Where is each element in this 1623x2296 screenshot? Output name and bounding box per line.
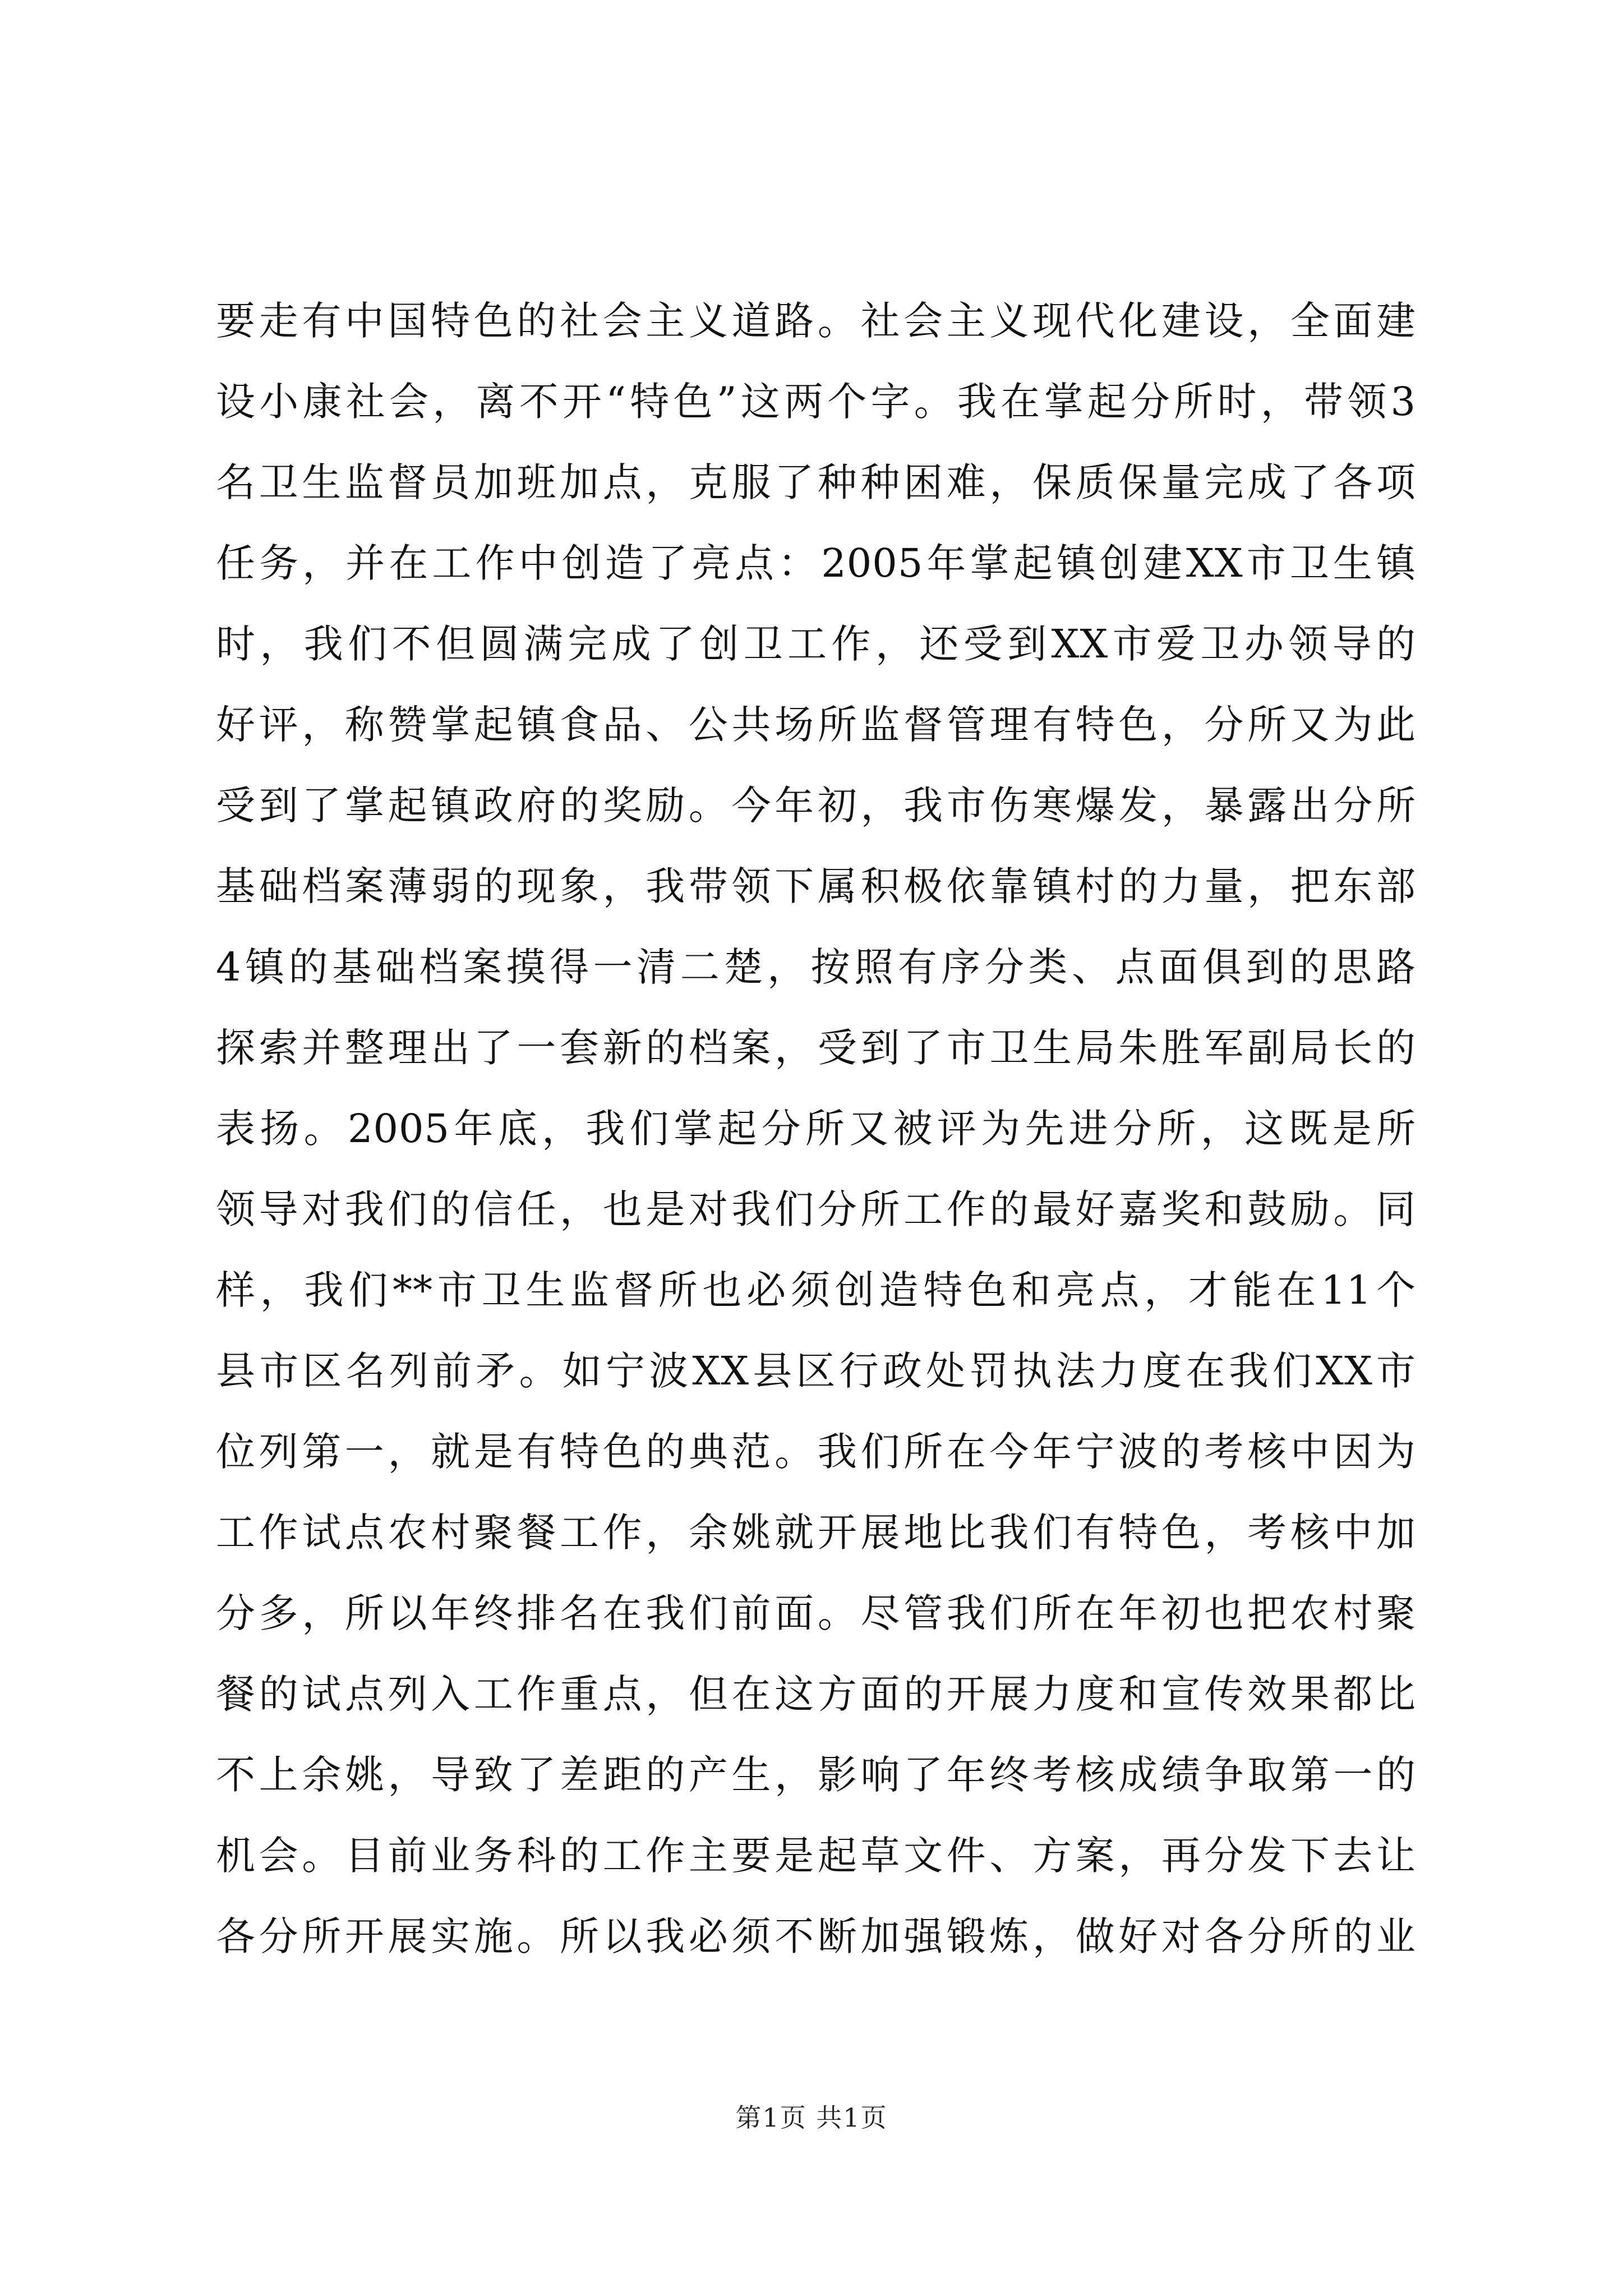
page-footer: [0, 2101, 1623, 2134]
text-line: 时，我们不但圆满完成了创卫工作，还受到XX市爱卫办领导的: [216, 621, 1416, 667]
text-line: 县市区名列前矛。如宁波XX县区行政处罚执法力度在我们XX市: [216, 1348, 1416, 1394]
text-line: 不上余姚，导致了差距的产生，影响了年终考核成绩争取第一的: [216, 1752, 1416, 1798]
text-line: 位列第一，就是有特色的典范。我们所在今年宁波的考核中因为: [216, 1429, 1416, 1475]
text-line: 各分所开展实施。所以我必须不断加强锻炼，做好对各分所的业: [216, 1913, 1416, 1959]
text-line: 分多，所以年终排名在我们前面。尽管我们所在年初也把农村聚: [216, 1590, 1416, 1636]
text-line: 领导对我们的信任，也是对我们分所工作的最好嘉奖和鼓励。同: [216, 1186, 1416, 1232]
text-line: 探索并整理出了一套新的档案，受到了市卫生局朱胜军副局长的: [216, 1025, 1416, 1071]
body-text: [216, 280, 1416, 1977]
text-line: 样，我们**市卫生监督所也必须创造特色和亮点，才能在11个: [216, 1267, 1416, 1313]
text-line: 机会。目前业务科的工作主要是起草文件、方案，再分发下去让: [216, 1833, 1416, 1879]
text-line: 任务，并在工作中创造了亮点：2005年掌起镇创建XX市卫生镇: [216, 540, 1416, 586]
text-line: 工作试点农村聚餐工作，余姚就开展地比我们有特色，考核中加: [216, 1510, 1416, 1556]
text-line: 受到了掌起镇政府的奖励。今年初，我市伤寒爆发，暴露出分所: [216, 783, 1416, 829]
text-line: 表扬。2005年底，我们掌起分所又被评为先进分所，这既是所: [216, 1106, 1416, 1152]
text-line: 要走有中国特色的社会主义道路。社会主义现代化建设，全面建: [216, 298, 1416, 344]
text-line: 4镇的基础档案摸得一清二楚，按照有序分类、点面俱到的思路: [216, 944, 1416, 990]
text-line: 基础档案薄弱的现象，我带领下属积极依靠镇村的力量，把东部: [216, 863, 1416, 909]
text-line: 名卫生监督员加班加点，克服了种种困难，保质保量完成了各项: [216, 459, 1416, 505]
page-number: 第1页 共1页: [735, 2102, 888, 2133]
text-line: 餐的试点列入工作重点，但在这方面的开展力度和宣传效果都比: [216, 1671, 1416, 1717]
text-line: 好评，称赞掌起镇食品、公共场所监督管理有特色，分所又为此: [216, 702, 1416, 748]
text-line: 设小康社会，离不开“特色”这两个字。我在掌起分所时，带领3: [216, 379, 1416, 425]
